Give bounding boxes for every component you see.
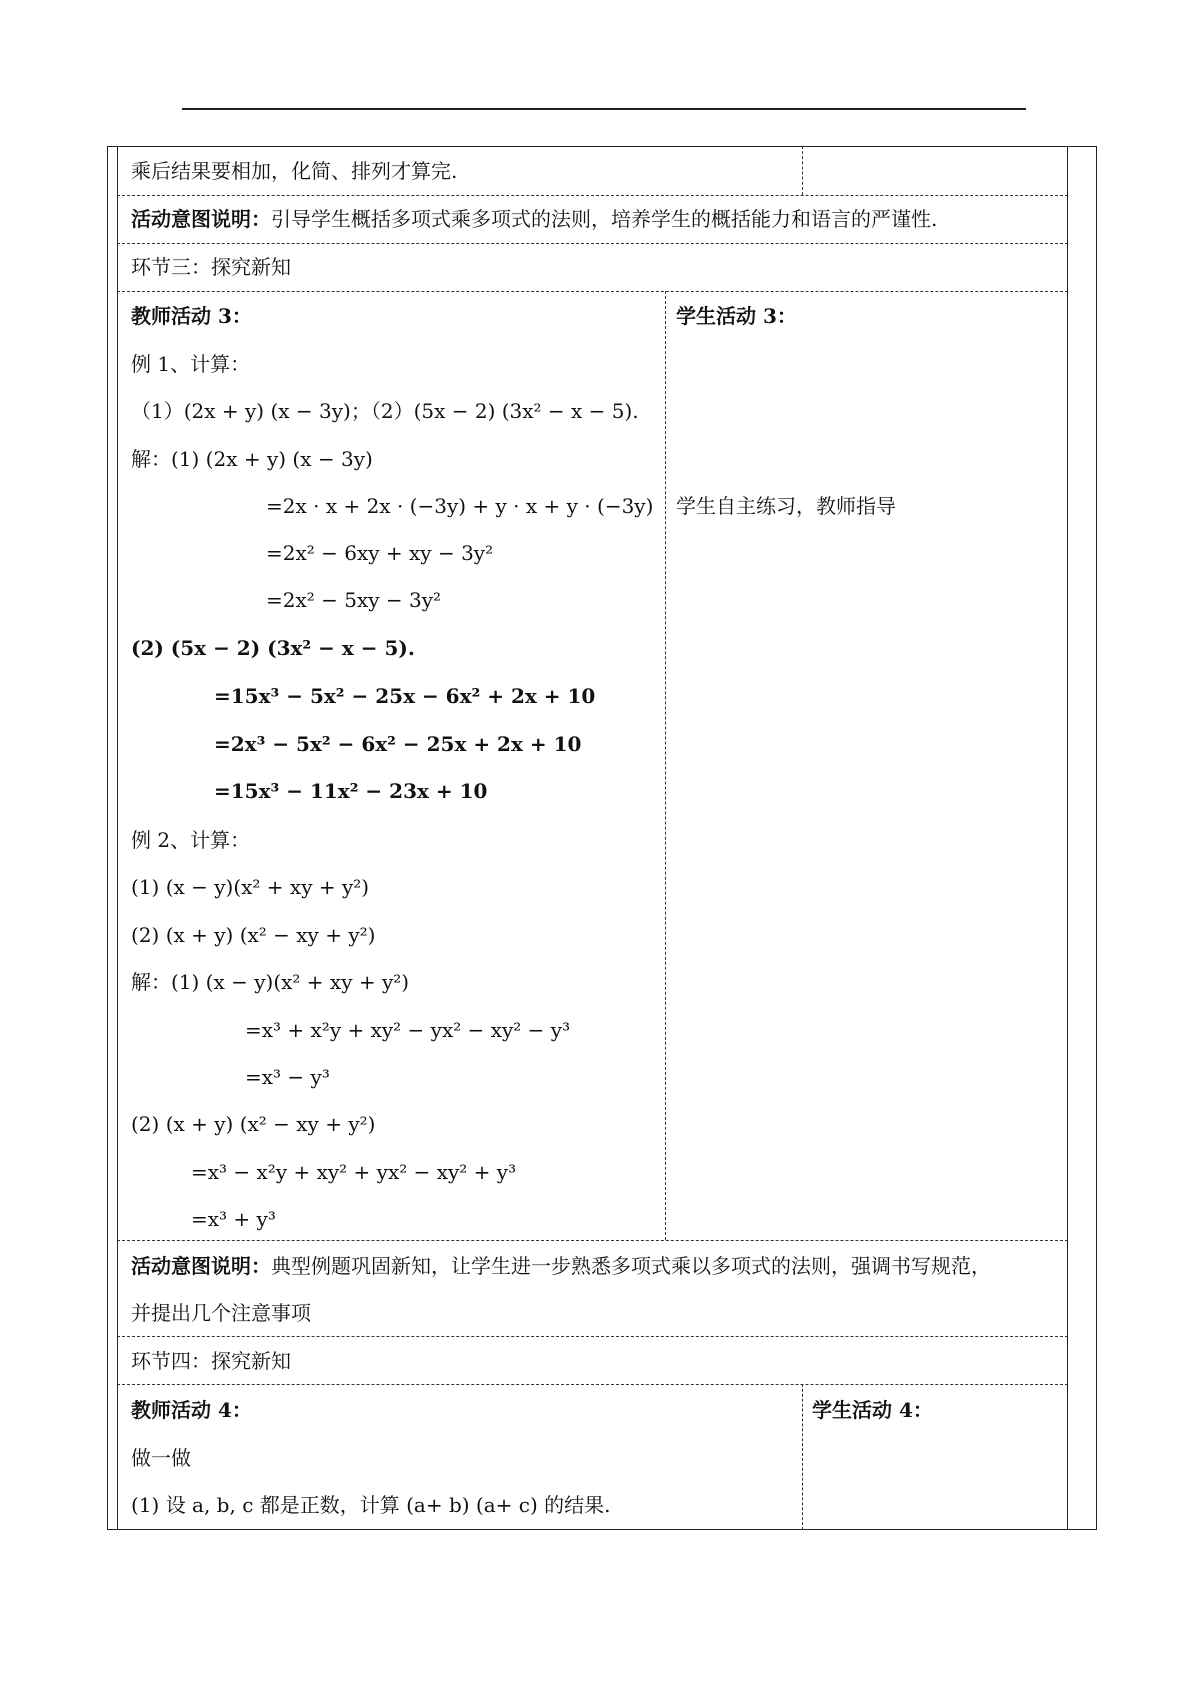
- sol1-step2: =2x² − 6xy + xy − 3y²: [266, 541, 494, 565]
- sol2-step2: =2x³ − 5x² − 6x² − 25x + 2x + 10: [214, 732, 582, 756]
- ex2-problem1: (1) (x − y)(x² + xy + y²): [131, 875, 370, 899]
- column-divider: [665, 291, 666, 1240]
- row-divider: [117, 1240, 1068, 1241]
- sol1-head: 解：(1) (2x + y) (x − 3y): [131, 447, 373, 471]
- ex2-sol2-step2: =x³ + y³: [191, 1207, 276, 1231]
- row-divider: [117, 1336, 1068, 1337]
- student3-text: 学生自主练习，教师指导: [676, 494, 896, 518]
- teacher4-heading: 教师活动 4：: [131, 1398, 252, 1422]
- intent2-text: 典型例题巩固新知，让学生进一步熟悉多项式乘以多项式的法则，强调书写规范，: [271, 1254, 991, 1278]
- row-divider: [117, 291, 1068, 292]
- ex2-title: 例 2、计算：: [131, 828, 251, 852]
- teacher3-heading: 教师活动 3：: [131, 304, 252, 328]
- ex1-problems: （1）(2x + y) (x − 3y)；（2）(5x − 2) (3x² − x − 5).: [131, 399, 639, 423]
- row-divider: [117, 1384, 1068, 1385]
- section4-title: 环节四：探究新知: [131, 1349, 291, 1373]
- header-rule: [182, 108, 1026, 110]
- ex2-sol2-head: (2) (x + y) (x² − xy + y²): [131, 1112, 376, 1136]
- intent1-text: 引导学生概括多项式乘多项式的法则，培养学生的概括能力和语言的严谨性.: [271, 207, 938, 231]
- student4-heading: 学生活动 4：: [812, 1398, 933, 1422]
- row-divider: [117, 243, 1068, 244]
- ex2-sol1-step2: =x³ − y³: [245, 1065, 330, 1089]
- sol2-head: (2) (5x − 2) (3x² − x − 5).: [131, 636, 415, 660]
- row1-text: 乘后结果要相加，化简、排列才算完.: [131, 159, 458, 183]
- intent1-label: 活动意图说明：: [131, 207, 271, 231]
- sol2-step3: =15x³ − 11x² − 23x + 10: [214, 779, 488, 803]
- student3-heading: 学生活动 3：: [676, 304, 797, 328]
- intent1-line: [131, 205, 937, 233]
- teacher4-line1: 做一做: [131, 1446, 191, 1470]
- ex2-sol1-step1: =x³ + x²y + xy² − yx² − xy² − y³: [245, 1018, 571, 1042]
- intent2-label: 活动意图说明：: [131, 1254, 271, 1278]
- ex2-sol2-step1: =x³ − x²y + xy² + yx² − xy² + y³: [191, 1160, 517, 1184]
- intent2-line1: [131, 1252, 991, 1280]
- column-divider: [802, 1384, 803, 1530]
- teacher4-line2: (1) 设 a, b, c 都是正数，计算 (a+ b) (a+ c) 的结果.: [131, 1493, 611, 1517]
- section3-title: 环节三：探究新知: [131, 255, 291, 279]
- ex1-title: 例 1、计算：: [131, 352, 251, 376]
- sol1-step3: =2x² − 5xy − 3y²: [266, 588, 442, 612]
- sol2-step1: =15x³ − 5x² − 25x − 6x² + 2x + 10: [214, 684, 596, 708]
- ex2-sol1-head: 解：(1) (x − y)(x² + xy + y²): [131, 970, 410, 994]
- ex2-problem2: (2) (x + y) (x² − xy + y²): [131, 923, 376, 947]
- sol1-step1: =2x · x + 2x · (−3y) + y · x + y · (−3y): [266, 494, 654, 518]
- row-divider: [117, 195, 1068, 196]
- column-divider: [802, 146, 803, 195]
- intent2-line2: 并提出几个注意事项: [131, 1301, 311, 1325]
